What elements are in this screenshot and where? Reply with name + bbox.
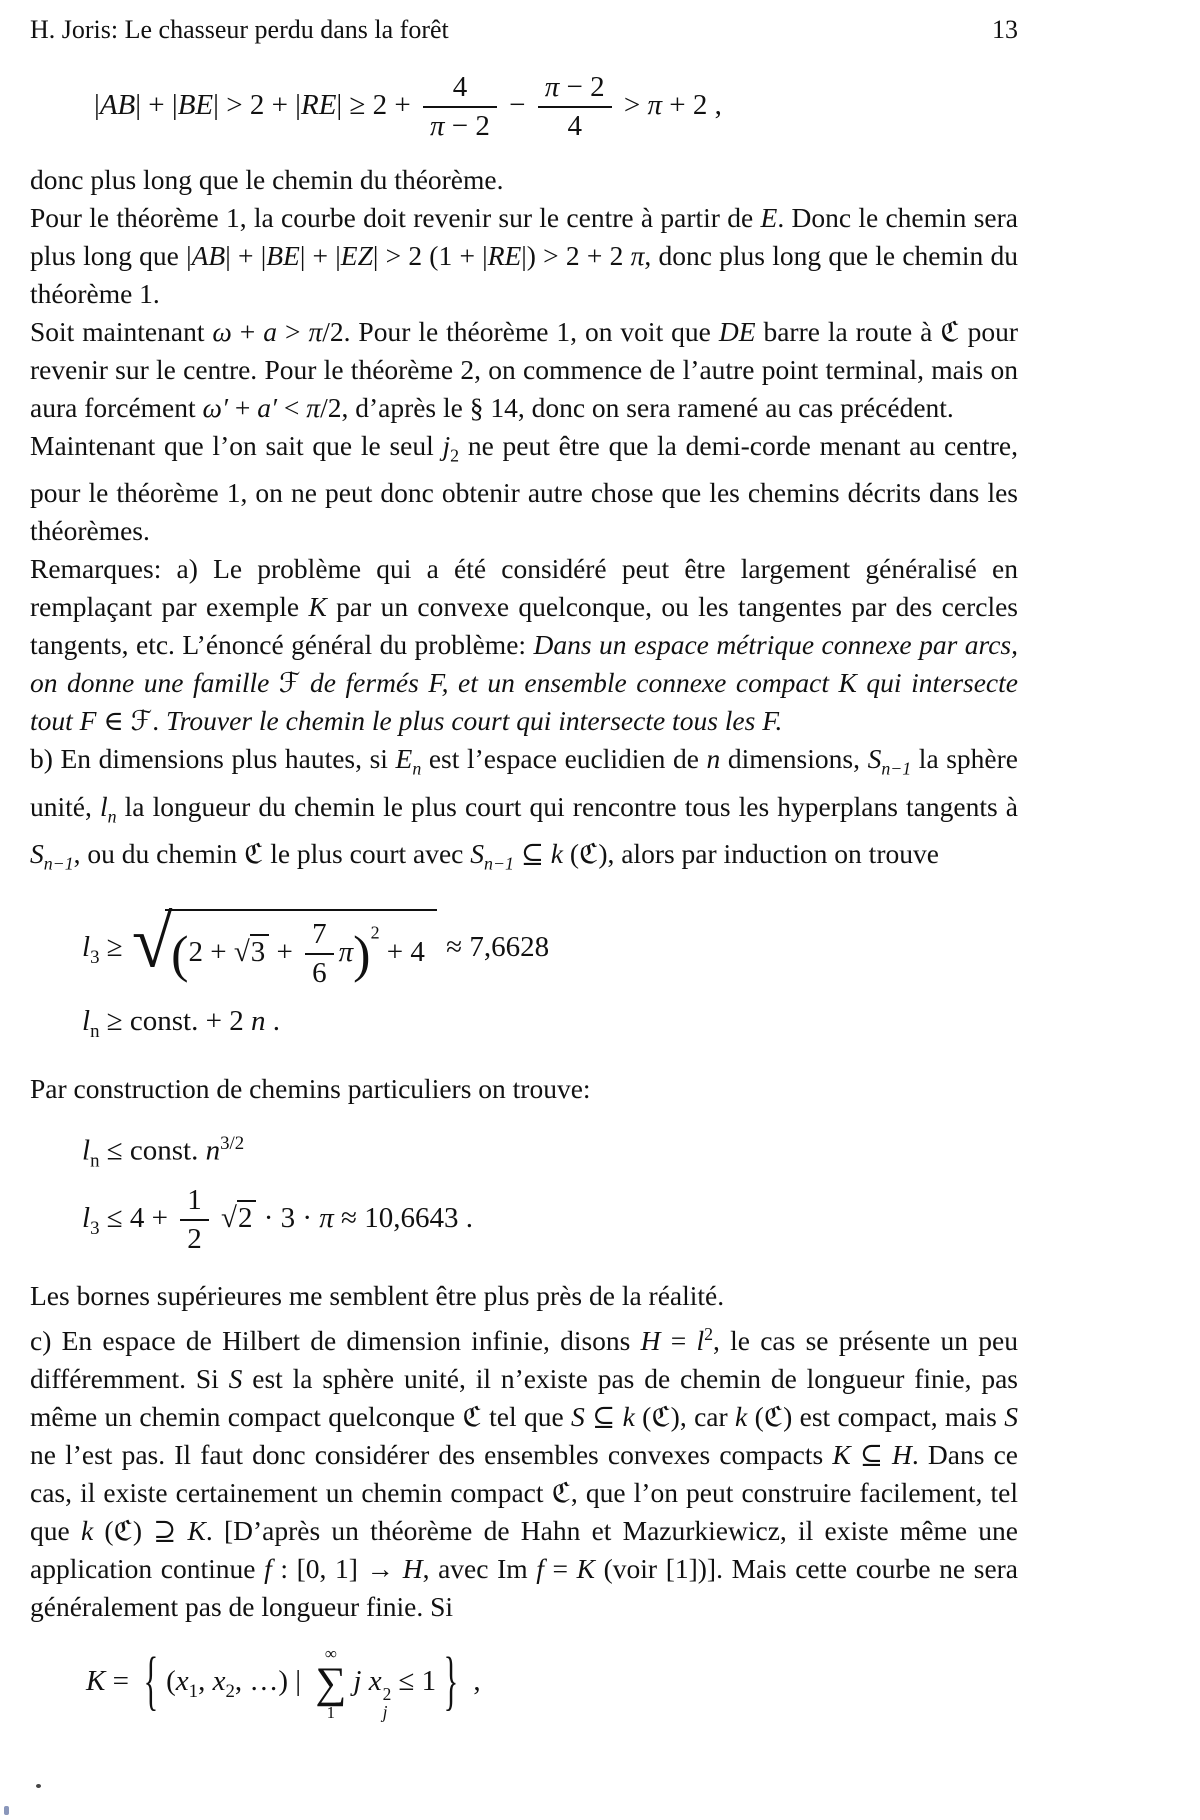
paragraph-pour-theoreme-1: Pour le théorème 1, la courbe doit revenir sur le centre à partir de E. Donc le chemin sera plus long que |AB| + |BE| + |EZ| > 2 (1 + |RE|) > 2 + 2 π, donc plus long que le chemin du théorème 1. [30,201,1018,309]
construction-text-block [30,1070,1018,1108]
paragraph-donc-plus-long: donc plus long que le chemin du théorème. [30,163,504,195]
page-header [30,14,1018,46]
display-formula-l3-upper-bound: $l_3 \le 4$ + $\frac{1}{2}$ √2 · 3 · π ≈ 10,6643 . [82,1183,473,1255]
display-formula-set-k: K = { ($x_1$, $x_2$, …) | ∞ ∑ 1 j x 2 j ≤ 1 } , [86,1644,481,1723]
display-formula-main-inequality: |AB| + |BE| > 2 + |RE| ≥ 2 + $\frac{4}{\pi - 2}$ − $\frac{\pi - 2}{4}$ > π + 2 , [94,71,722,143]
display-formula-ln-lower-bound: $l_n$ ≥ const. + 2 n . [82,1005,280,1043]
page-number: 13 [992,15,1018,44]
paragraph-remarque-c-hilbert: c) En espace de Hilbert de dimension infinie, disons $H = l^2$, le cas se présente un peu différemment. Si S est la sphère unité, il n’existe pas de chemin de longueur finie, pas même un chemin compact quelconque ℭ tel que S ⊆ k (ℭ), car k (ℭ) est compact, mais S ne l’est pas. Il faut donc considérer des ensembles convexes compacts K ⊆ H. Dans ce cas, il existe certainement un chemin compact ℭ, que l’on peut construire facilement, tel que k (ℭ) ⊇ K. [D’après un théorème de Hahn et Mazurkiewicz, il existe même une application continue f : [0, 1] → H, avec Im f = K (voir [1])]. Mais cette courbe ne sera généralement pas de longueur finie. Si [30,1324,1019,1623]
running-title: H. Joris: Le chasseur perdu dans la forêt [30,15,449,44]
display-formula-ln-upper-bound: $l_n$ ≤ const. $n^{3/2}$ [82,1132,245,1172]
paragraph-maintenant-seul-j2: Maintenant que l’on sait que le seul $j_2$ ne peut être que la demi-corde menant au centre, pour le théorème 1, on ne peut donc obtenir autre chose que les chemins décrits dans les théorèmes. [30,429,1018,547]
display-formula-l3-lower-bound: $l_3$ ≥ √ (2 + √3 + $\frac{7}{6}$ π)$^2$ + 4 ≈ 7,6628 [82,900,550,989]
scan-ink-speck [36,1784,41,1788]
paragraph-remarques-a: Remarques: a) Le problème qui a été considéré peut être largement généralisé en remplaçant par exemple K par un convexe quelconque, ou les tangentes par des cercles tangents, etc. L’énoncé général du problème: Dans un espace métrique connexe par arcs, on donne une famille ℱ de fermés F, et un ensemble connexe compact K qui intersecte tout F ∈ ℱ. Trouver le chemin le plus court qui intersecte tous les F. [30,553,1019,737]
paragraph-remarque-b-dimensions: b) En dimensions plus hautes, si $E_n$ est l’espace euclidien de n dimensions, $S_{n-1}$ la sphère unité, $l_n$ la longueur du chemin le plus court qui rencontre tous les hyperplans tangents à $S_{n-1}$, ou du chemin ℭ le plus court avec $S_{n-1}$ ⊆ k (ℭ), alors par induction on trouve [30,743,1018,874]
paragraph-soit-maintenant: Soit maintenant ω + a > π/2. Pour le théorème 1, on voit que DE barre la route à ℭ pour revenir sur le centre. Pour le théorème 2, on commence de l’autre point terminal, mais on aura forcément ω′ + a′ < π/2, d’après le § 14, donc on sera ramené au cas précédent. [30,315,1018,423]
paragraph-bornes-superieures: Les bornes supérieures me semblent être plus près de la réalité. [30,1280,725,1312]
paragraph-par-construction: Par construction de chemins particuliers on trouve: [30,1072,591,1104]
scan-edge-artifact [4,1806,9,1815]
body-text-block [30,161,1018,883]
closing-text-block [30,1277,1018,1626]
